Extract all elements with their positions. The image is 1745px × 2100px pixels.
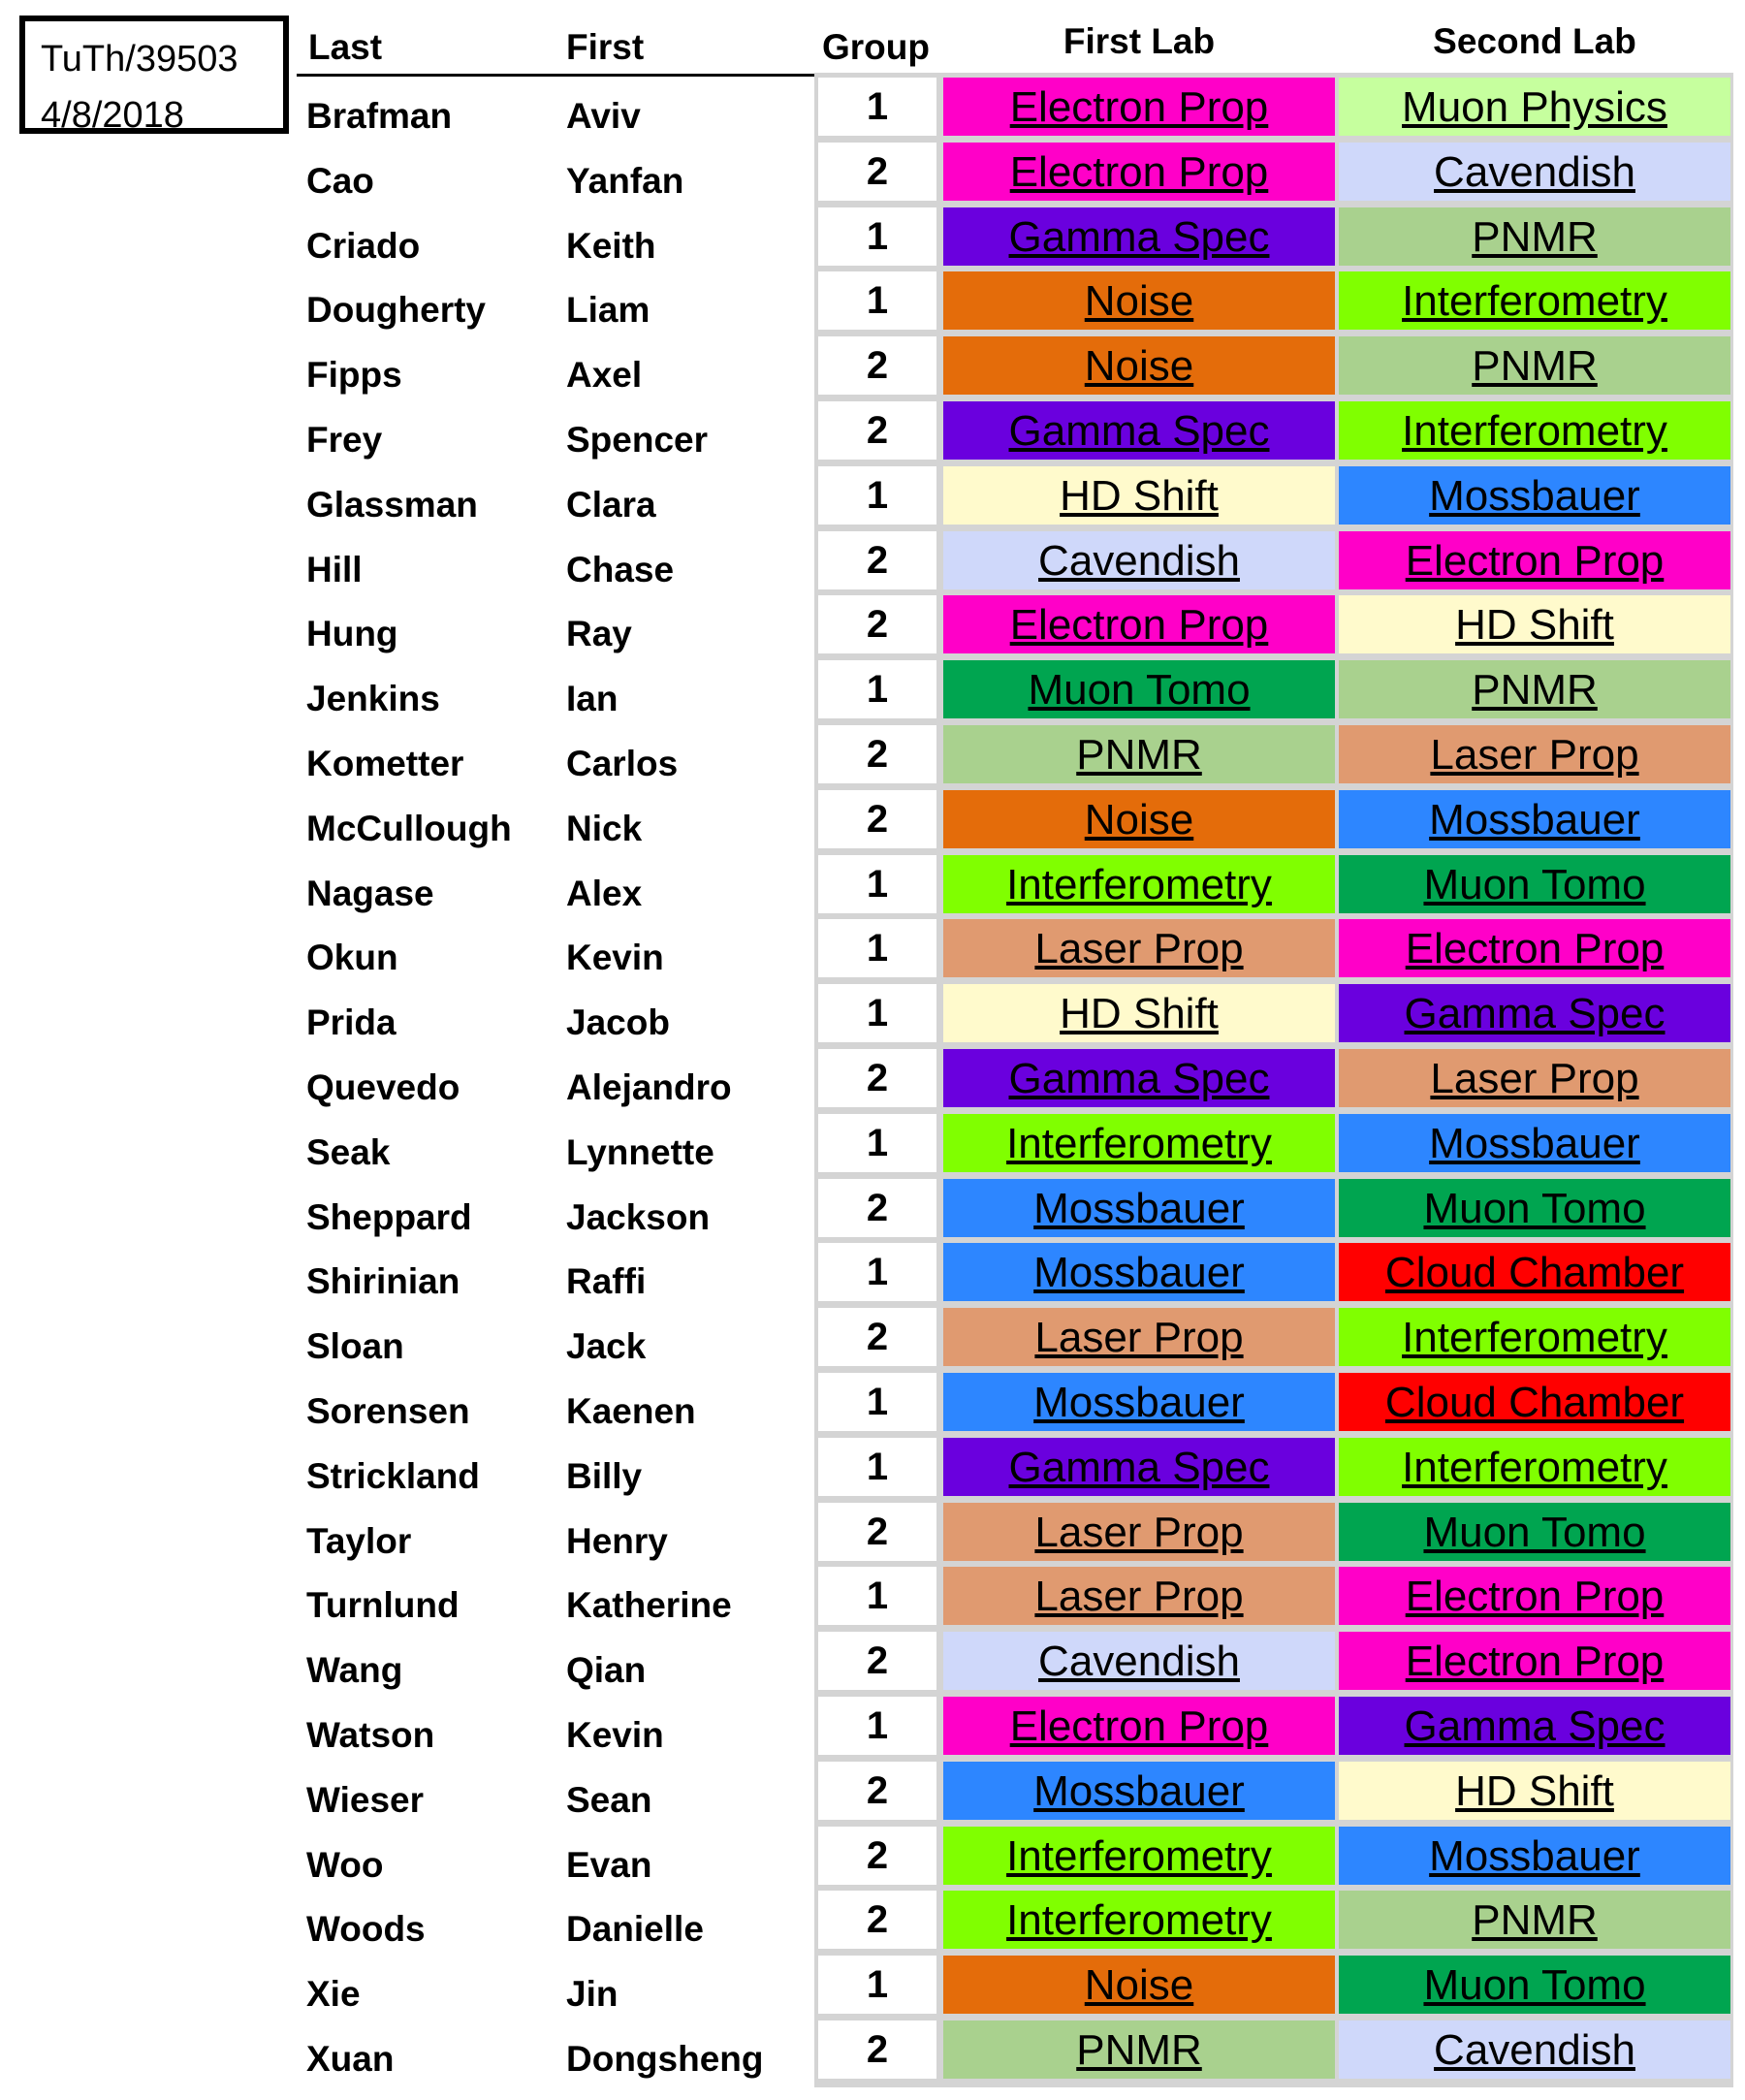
group-cell: 1 <box>818 1373 936 1431</box>
table-row <box>0 1889 1745 1954</box>
last-name-cell: Seak <box>306 1131 391 1172</box>
last-name-cell: Jenkins <box>306 679 440 719</box>
group-cell: 1 <box>818 919 936 977</box>
group-cell: 2 <box>818 336 936 395</box>
last-name-cell: Shirinian <box>306 1261 460 1302</box>
session-id: TuTh/39503 <box>41 39 238 80</box>
last-name-cell: Turnlund <box>306 1585 460 1626</box>
second-lab-link[interactable]: PNMR <box>1339 336 1730 395</box>
first-lab-link[interactable]: Noise <box>943 1956 1335 2014</box>
second-lab-link[interactable]: Cloud Chamber <box>1339 1373 1730 1431</box>
second-lab-link[interactable]: Mossbauer <box>1339 790 1730 848</box>
second-lab-link[interactable]: HD Shift <box>1339 1762 1730 1820</box>
first-name-cell: Katherine <box>566 1585 732 1626</box>
table-row <box>0 141 1745 206</box>
group-cell: 1 <box>818 1567 936 1625</box>
header-group: Group <box>822 27 930 67</box>
first-lab-link[interactable]: Interferometry <box>943 1827 1335 1885</box>
first-name-cell: Keith <box>566 225 656 266</box>
first-name-cell: Alejandro <box>566 1067 732 1107</box>
second-lab-link[interactable]: Muon Tomo <box>1339 1503 1730 1561</box>
first-name-cell: Aviv <box>566 96 641 136</box>
last-name-cell: Cao <box>306 160 374 201</box>
table-row <box>0 1112 1745 1177</box>
last-name-cell: Woods <box>306 1909 426 1950</box>
last-name-cell: Brafman <box>306 96 453 136</box>
table-row <box>0 334 1745 399</box>
table-row <box>0 1047 1745 1112</box>
first-lab-link[interactable]: Muon Tomo <box>943 660 1335 718</box>
last-name-cell: Hung <box>306 614 398 654</box>
table-row <box>0 1630 1745 1695</box>
group-cell: 1 <box>818 78 936 136</box>
first-lab-link[interactable]: Interferometry <box>943 855 1335 913</box>
group-cell: 1 <box>818 1697 936 1755</box>
table-row <box>0 917 1745 982</box>
table-row <box>0 206 1745 270</box>
second-lab-link[interactable]: Interferometry <box>1339 271 1730 330</box>
first-name-cell: Chase <box>566 549 675 589</box>
first-lab-link[interactable]: Gamma Spec <box>943 1049 1335 1107</box>
second-lab-link[interactable]: Mossbauer <box>1339 1114 1730 1172</box>
group-cell: 2 <box>818 1503 936 1561</box>
last-name-cell: Xie <box>306 1974 361 2015</box>
second-lab-link[interactable]: Cloud Chamber <box>1339 1243 1730 1301</box>
first-name-cell: Clara <box>566 484 656 525</box>
first-lab-link[interactable]: Interferometry <box>943 1114 1335 1172</box>
second-lab-link[interactable]: Mossbauer <box>1339 466 1730 525</box>
first-lab-link[interactable]: Laser Prop <box>943 1567 1335 1625</box>
second-lab-link[interactable]: Interferometry <box>1339 1308 1730 1366</box>
first-name-cell: Spencer <box>566 420 709 460</box>
first-name-cell: Kevin <box>566 938 664 978</box>
first-lab-link[interactable]: Gamma Spec <box>943 1438 1335 1496</box>
first-name-cell: Jack <box>566 1326 647 1367</box>
first-lab-link[interactable]: Electron Prop <box>943 143 1335 201</box>
first-lab-link[interactable]: PNMR <box>943 2020 1335 2079</box>
second-lab-link[interactable]: Laser Prop <box>1339 1049 1730 1107</box>
last-name-cell: Sorensen <box>306 1391 470 1431</box>
table-row <box>0 1371 1745 1436</box>
group-cell: 2 <box>818 595 936 653</box>
group-cell: 1 <box>818 1243 936 1301</box>
first-lab-link[interactable]: Laser Prop <box>943 919 1335 977</box>
table-row <box>0 1695 1745 1760</box>
last-name-cell: Prida <box>306 1002 397 1043</box>
table-row <box>0 1306 1745 1371</box>
group-cell: 1 <box>818 660 936 718</box>
first-lab-link[interactable]: Laser Prop <box>943 1308 1335 1366</box>
last-name-cell: Wieser <box>306 1779 425 1820</box>
first-name-cell: Dongsheng <box>566 2039 764 2079</box>
first-lab-link[interactable]: Mossbauer <box>943 1373 1335 1431</box>
table-row <box>0 399 1745 464</box>
first-name-cell: Ian <box>566 679 619 719</box>
last-name-cell: Sloan <box>306 1326 404 1367</box>
second-lab-link[interactable]: Gamma Spec <box>1339 1697 1730 1755</box>
first-lab-link[interactable]: Mossbauer <box>943 1762 1335 1820</box>
group-cell: 1 <box>818 466 936 525</box>
first-name-cell: Kevin <box>566 1715 664 1755</box>
group-cell: 1 <box>818 984 936 1042</box>
second-lab-link[interactable]: Muon Physics <box>1339 78 1730 136</box>
first-name-cell: Kaenen <box>566 1391 696 1431</box>
header-second-lab: Second Lab <box>1433 21 1636 61</box>
table-row <box>0 529 1745 594</box>
group-cell: 2 <box>818 790 936 848</box>
group-cell: 2 <box>818 1827 936 1885</box>
last-name-cell: Sheppard <box>306 1196 472 1237</box>
first-name-cell: Billy <box>566 1455 643 1496</box>
group-cell: 1 <box>818 1438 936 1496</box>
first-lab-link[interactable]: Cavendish <box>943 1632 1335 1690</box>
first-name-cell: Jin <box>566 1974 619 2015</box>
table-row <box>0 2019 1745 2084</box>
last-name-cell: Fipps <box>306 355 402 396</box>
second-lab-link[interactable]: Muon Tomo <box>1339 1956 1730 2014</box>
table-row <box>0 1825 1745 1890</box>
first-name-cell: Ray <box>566 614 632 654</box>
table-row <box>0 788 1745 853</box>
last-name-cell: Criado <box>306 225 421 266</box>
table-row <box>0 1436 1745 1501</box>
first-lab-link[interactable]: Electron Prop <box>943 78 1335 136</box>
first-lab-link[interactable]: Noise <box>943 336 1335 395</box>
group-cell: 1 <box>818 207 936 266</box>
first-name-cell: Axel <box>566 355 643 396</box>
header-last: Last <box>308 27 383 67</box>
second-lab-link[interactable]: Mossbauer <box>1339 1827 1730 1885</box>
table-row <box>0 464 1745 529</box>
first-name-cell: Nick <box>566 808 643 848</box>
first-lab-link[interactable]: Mossbauer <box>943 1243 1335 1301</box>
second-lab-link[interactable]: Gamma Spec <box>1339 984 1730 1042</box>
last-name-cell: Kometter <box>306 744 464 783</box>
first-lab-link[interactable]: Gamma Spec <box>943 207 1335 266</box>
table-row <box>0 76 1745 141</box>
first-lab-link[interactable]: Electron Prop <box>943 1697 1335 1755</box>
table-row <box>0 723 1745 788</box>
first-name-cell: Raffi <box>566 1261 647 1302</box>
last-name-cell: Quevedo <box>306 1067 460 1107</box>
second-lab-link[interactable]: PNMR <box>1339 207 1730 266</box>
second-lab-link[interactable]: Cavendish <box>1339 2020 1730 2079</box>
last-name-cell: Xuan <box>306 2039 395 2079</box>
group-cell: 2 <box>818 2020 936 2079</box>
first-name-cell: Alex <box>566 873 643 913</box>
group-cell: 2 <box>818 1308 936 1366</box>
last-name-cell: Okun <box>306 938 398 978</box>
group-cell: 2 <box>818 1762 936 1820</box>
group-cell: 1 <box>818 1956 936 2014</box>
table-row <box>0 658 1745 723</box>
last-name-cell: Glassman <box>306 484 478 525</box>
table-row <box>0 1954 1745 2019</box>
second-lab-link[interactable]: Cavendish <box>1339 143 1730 201</box>
table-row <box>0 270 1745 334</box>
first-lab-link[interactable]: HD Shift <box>943 466 1335 525</box>
group-cell: 2 <box>818 1632 936 1690</box>
first-lab-link[interactable]: Interferometry <box>943 1891 1335 1949</box>
first-lab-link[interactable]: HD Shift <box>943 984 1335 1042</box>
group-cell: 2 <box>818 143 936 201</box>
table-row <box>0 1760 1745 1825</box>
second-lab-link[interactable]: PNMR <box>1339 660 1730 718</box>
second-lab-link[interactable]: Muon Tomo <box>1339 1179 1730 1237</box>
last-name-cell: Wang <box>306 1650 403 1691</box>
header-first-lab: First Lab <box>1063 21 1216 61</box>
first-name-cell: Evan <box>566 1844 652 1885</box>
group-cell: 1 <box>818 1114 936 1172</box>
last-name-cell: Strickland <box>306 1455 480 1496</box>
second-lab-link[interactable]: HD Shift <box>1339 595 1730 653</box>
first-lab-link[interactable]: Cavendish <box>943 531 1335 589</box>
first-lab-link[interactable]: Mossbauer <box>943 1179 1335 1237</box>
group-cell: 2 <box>818 1891 936 1949</box>
header-first: First <box>566 27 645 67</box>
first-name-cell: Yanfan <box>566 160 684 201</box>
last-name-cell: Dougherty <box>306 290 486 331</box>
first-lab-link[interactable]: Electron Prop <box>943 595 1335 653</box>
table-row <box>0 1177 1745 1242</box>
first-name-cell: Lynnette <box>566 1131 714 1172</box>
last-name-cell: Woo <box>306 1844 384 1885</box>
first-lab-link[interactable]: Noise <box>943 271 1335 330</box>
group-cell: 2 <box>818 401 936 460</box>
first-lab-link[interactable]: Laser Prop <box>943 1503 1335 1561</box>
table-row <box>0 1241 1745 1306</box>
first-name-cell: Qian <box>566 1650 647 1691</box>
last-name-cell: Nagase <box>306 873 434 913</box>
first-name-cell: Sean <box>566 1779 652 1820</box>
first-lab-link[interactable]: Gamma Spec <box>943 401 1335 460</box>
last-name-cell: McCullough <box>306 808 512 848</box>
second-lab-link[interactable]: Electron Prop <box>1339 919 1730 977</box>
first-name-cell: Danielle <box>566 1909 704 1950</box>
first-lab-link[interactable]: PNMR <box>943 725 1335 783</box>
second-lab-link[interactable]: Laser Prop <box>1339 725 1730 783</box>
first-name-cell: Jacob <box>566 1002 670 1043</box>
session-date: 4/8/2018 <box>41 95 184 136</box>
last-name-cell: Taylor <box>306 1520 412 1561</box>
first-name-cell: Carlos <box>566 744 679 783</box>
table-row <box>0 982 1745 1047</box>
first-name-cell: Henry <box>566 1520 668 1561</box>
last-name-cell: Watson <box>306 1715 435 1755</box>
table-row <box>0 853 1745 918</box>
group-cell: 2 <box>818 1179 936 1237</box>
last-name-cell: Hill <box>306 549 363 589</box>
group-cell: 2 <box>818 1049 936 1107</box>
table-row <box>0 1501 1745 1566</box>
table-row <box>0 593 1745 658</box>
first-lab-link[interactable]: Noise <box>943 790 1335 848</box>
second-lab-link[interactable]: Electron Prop <box>1339 1567 1730 1625</box>
group-cell: 1 <box>818 855 936 913</box>
group-cell: 2 <box>818 531 936 589</box>
second-lab-link[interactable]: Muon Tomo <box>1339 855 1730 913</box>
second-lab-link[interactable]: Interferometry <box>1339 401 1730 460</box>
first-name-cell: Jackson <box>566 1196 711 1237</box>
group-cell: 2 <box>818 725 936 783</box>
second-lab-link[interactable]: Electron Prop <box>1339 531 1730 589</box>
last-name-cell: Frey <box>306 420 383 460</box>
second-lab-link[interactable]: Electron Prop <box>1339 1632 1730 1690</box>
group-cell: 1 <box>818 271 936 330</box>
second-lab-link[interactable]: Interferometry <box>1339 1438 1730 1496</box>
table-row <box>0 1565 1745 1630</box>
first-name-cell: Liam <box>566 290 650 331</box>
second-lab-link[interactable]: PNMR <box>1339 1891 1730 1949</box>
